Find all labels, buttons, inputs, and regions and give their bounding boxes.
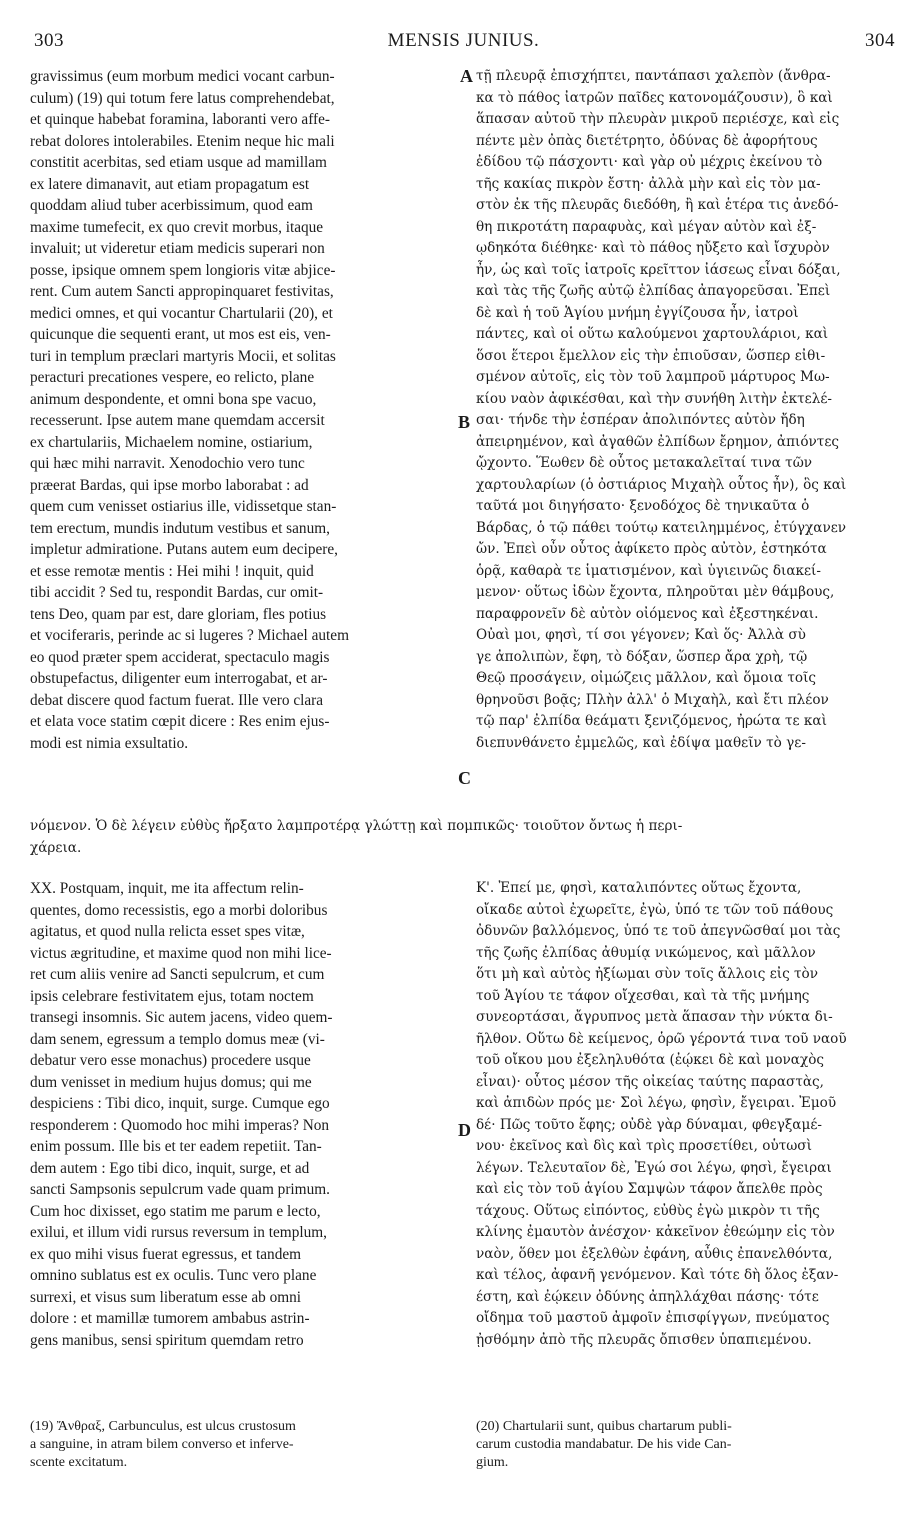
footnote-20: (20) Chartularii sunt, quibus chartarum publi- carum custodia mandabatur. De his vide Can- gium. [476, 1419, 732, 1470]
greek-column-upper: τῇ πλευρᾷ ἐπισχήπτει, παντάπασι χαλεπὸν (ἄνθρα- κα τὸ πάθος ἰατρῶν παῖδες κατονομάζουσιν), ὃ καὶ ἅπασαν αὐτοῦ τὴν πλευρὰν μικροῦ περιέσχε, καὶ εἰς πέντε μὲν ὀπὰς διετέτρητο, ὀδύνας δὲ ἀφορήτους ἐδίδου τῷ πάσχοντι· καὶ γὰρ οὐ μέχρις ἐκείνου τὸ τῆς κακίας πικρὸν ἔστη· ἀλλὰ μὴν καὶ εἰς τὸν μα- στὸν ἐκ τῆς πλευρᾶς διεδόθη, ἢ καὶ ἑτέρα τις ἀνεδό- θη πικροτάτη παραφυὰς, καὶ μέγαν αὐτὸν καὶ ἐξ- ῳδηκότα διέθηκε· καὶ τὸ πάθος ηὔξετο καὶ ἴσχυρὸν ἦν, ὡς καὶ τοῖς ἰατροῖς κρεῖττον ἰάσεως εἶναι δόξαι, καὶ τὰς τῆς ζωῆς αὐτῷ ἐλπίδας ἀπαγορεῦσαι. Ἐπεὶ δὲ καὶ ἡ τοῦ Ἁγίου μνήμη ἐγγίζουσα ἦν, ἰατροὶ πάντες, καὶ οἱ οὕτω καλούμενοι χαρτουλάριοι, καὶ ὅσοι ἕτεροι ἔμελλον εἰς τὴν ἐπιοῦσαν, ὥσπερ εἰθι- σμένον αὐτοῖς, εἰς τὸν τοῦ λαμπροῦ μάρτυρος Μω- κίου ναὸν ἀφικέσθαι, καὶ τὴν συνήθη λιτὴν ἐκτελέ- σαι· τήνδε τὴν ἑσπέραν ἀπολιπόντες αὐτὸν ἤδη ἀπειρημένον, καὶ ἀγαθῶν ἐλπίδων ἔρημον, ἀπιόντες ᾤχοντο. Ἕωθεν δὲ οὗτος μετακαλεῖταί τινα τῶν χαρτουλαρίων (ὁ ὀστιάριος Μιχαὴλ οὗτος ἦν), ὃς καὶ ταῦτά μοι διηγήσατο· ξενοδόχος δὲ τηνικαῦτα ὁ Βάρδας, ὁ τῷ πάθει τούτῳ κατειλημμένος, ἐτύγχανεν ὤν. Ἐπεὶ οὖν οὗτος ἀφίκετο πρὸς αὐτὸν, ἑστηκότα ὁρᾷ, καθαρὰ τε ἱματισμένον, καὶ ὑγιεινῶς διακεί- μενον· οὕτως ἰδὼν ἔχοντα, πληροῦται μὲν θάμβους, παραφρονεῖν δὲ αὐτὸν οἰόμενος καὶ ἐξεστηκέναι. Οὐαὶ μοι, φησὶ, τί σοι γέγονεν; Καὶ ὅς· Ἀλλὰ σὺ γε ἀπολιπὼν, ἔφη, τὸ δόξαν, ὥσπερ ἄρα χρὴ, τῷ Θεῷ προσάγειν, οἰμώζεις μᾶλλον, καὶ ὅμοια τοῖς θρηνοῦσι βοᾷς; Πλὴν ἀλλ' ὁ Μιχαὴλ, καὶ ἔτι πλέον τῷ παρ' ἐλπίδα θεάματι ξενιζόμενος, ἠρώτα τε καὶ διεπυνθάνετο ἐμμελῶς, καὶ ἐδίψα μαθεῖν τὸ γε- [476, 68, 847, 751]
greek-column-lower: Κ'. Ἐπεί με, φησὶ, καταλιπόντες οὕτως ἔχοντα, οἴκαδε αὐτοὶ ἐχωρεῖτε, ἐγὼ, ὑπό τε τῶν τοῦ πάθους ὀδυνῶν βαλλόμενος, ὑπό τε τοῦ ἀπεγνῶσθαί μοι τὰς τῆς ζωῆς ἐλπίδας ἀθυμίᾳ νικώμενος, καὶ μᾶλλον ὅτι μὴ καὶ αὐτὸς ἠξίωμαι σὺν τοῖς ἄλλοις εἰς τὸν τοῦ Ἁγίου τε τάφον οἴχεσθαι, καὶ τὰ τῆς μνήμης συνεορτάσαι, ἄγρυπνος μετὰ ἅπασαν τὴν νύκτα δι- ῆλθον. Οὕτω δὲ κείμενος, ὁρῶ γέροντά τινα τοῦ ναοῦ τοῦ οἴκου μου ἐξεληλυθότα (ἐῴκει δὲ καὶ μοναχὸς εἶναι)· οὗτος μέσον τῆς οἰκείας ταύτης παραστὰς, καὶ ἀπιδὼν πρός με· Σοὶ λέγω, φησὶν, ἔγειραι. Ἐμοῦ δέ· Πῶς τοῦτο ἔφης; οὐδὲ γὰρ δύναμαι, φθεγξαμέ- νου· ἐκεῖνος καὶ δὶς καὶ τρὶς προσετίθει, οὑτωσὶ λέγων. Τελευταῖον δὲ, Ἐγώ σοι λέγω, φησὶ, ἔγειραι καὶ εἰς τὸν τοῦ ἁγίου Σαμψὼν τάφον ἄπελθε πρὸς τάχους. Οὕτως εἰπόντος, εὐθὺς ἐγὼ μικρὸν τι τῆς κλίνης ἐμαυτὸν ἀνέσχον· κἀκεῖνον ἐθεώμην εἰς τὸν ναὸν, ὅθεν μοι ἐξελθὼν ἐφάνη, αὖθις ἐπανελθόντα, καὶ τέλος, ἀφανῆ γενόμενον. Καὶ τότε δὴ ὅλος ἐξαν- έστη, καὶ ἐῴκειν ὀδύνης ἀπηλλάχθαι πάσης· τότε οἴδημα τοῦ μαστοῦ ἀμφοῖν ἐπισφίγγων, πνεύματος ᾐσθόμην ἀπὸ τῆς πλευρᾶς ὄπισθεν ὑπαπιεμένου. [476, 880, 847, 1348]
margin-letter-a: A [460, 66, 473, 86]
margin-letter-c: C [458, 768, 471, 788]
running-title: MENSIS JUNIUS. [387, 30, 540, 51]
latin-column-lower: XX. Postquam, inquit, me ita affectum relin- quentes, domo recessistis, ego a morbi doloribus agitatus, et quod nulla relicta esset spes vitæ, victus ægritudine, et maxime quod non mihi lice- ret cum aliis venire ad Sancti sepulcrum, et cum ipsis celebrare festivitatem ejus, totam noctem transegi insomnis. Sic autem jacens, video quem- dam senem, egressum a templo domus meæ (vi- debatur vero esse monachus) procedere usque dum venisset in medium hujus domus; qui me despiciens : Tibi dico, inquit, surge. Cumque ego responderem : Quomodo hoc mihi imperas? Non enim possum. Ille bis et ter eadem repetiit. Tan- dem autem : Ego tibi dico, inquit, surge, et ad sancti Sampsonis sepulcrum vade quam primum. Cum hoc dixisset, ego statim me parum e lecto, exilui, et illum vidi rursus reversum in templum, ex quo mihi visus fuerat egressus, et tandem omnino sublatus est ex oculis. Tunc vero plane surrexi, et visus sum liberatum esse ab omni dolore : et mamillæ tumorem ambabus astrin- gens manibus, sensi spiritum quemdam retro [30, 880, 333, 1349]
page-number-right: 304 [865, 30, 895, 51]
page-number-left: 303 [34, 30, 64, 51]
margin-letter-d: D [458, 1120, 471, 1140]
margin-letter-b: B [458, 412, 471, 432]
latin-column-upper: gravissimus (eum morbum medici vocant carbun- culum) (19) qui totum fere latus comprehendebat, et quinque habebat foramina, laboranti vero affe- rebat dolores intolerabiles. Etenim neque hic mali constitit acerbitas, sed etiam usque ad mamillam ex latere dimanavit, aut etiam propagatum est quoddam aliud tuber acerbissimum, quod eam maxime tumefecit, ex quo crevit morbus, itaque invaluit; ut videretur etiam medicis superari non posse, ipsique omnem spem longioris vitæ abjice- rent. Cum autem Sancti appropinquaret festivitas, medici omnes, et qui vocantur Chartularii (20), et quicunque die sequenti erant, ut mos est eis, ven- turi in templum præclari martyris Mocii, et solitas peracturi precationes vespere, eo relicto, plane animum despondente, et omni bona spe vacuo, recesserunt. Ipse autem mane quemdam accersit ex chartulariis, Michaelem nomine, ostiarium, qui hæc mihi narravit. Xenodochio vero tunc præerat Bardas, qui ipse morbo laborabat : ad quem cum venisset ostiarius ille, vidissetque stan- tem erectum, mundis indutum vestibus et sanum, impletur admiratione. Putans autem eum decipere, et esse remotæ mentis : Hei mihi ! inquit, quid tibi accidit ? Sed tu, respondit Bardas, cur omit- tens Deo, quam par est, dare gloriam, fles potius et vociferaris, perinde ac si lugeres ? Michael autem eo quod præter spem acciderat, spectaculo magis obstupefactus, diligenter eum interrogabat, et ar- debat discere quod factum fuerat. Ille vero clara et elata voce statim cœpit dicere : Res enim ejus- modi est nimia exsultatio. [30, 68, 349, 752]
greek-full-width-line: νόμενον. Ὁ δὲ λέγειν εὐθὺς ἤρξατο λαμπροτέρᾳ γλώττῃ καὶ πομπικῶς· τοιοῦτον ὄντως ἡ περι- χάρεια. [30, 818, 683, 856]
running-header [28, 30, 899, 58]
footnote-19: (19) Ἄνθραξ, Carbunculus, est ulcus crustosum a sanguine, in atram bilem converso et inferve- scente excitatum. [30, 1419, 296, 1470]
